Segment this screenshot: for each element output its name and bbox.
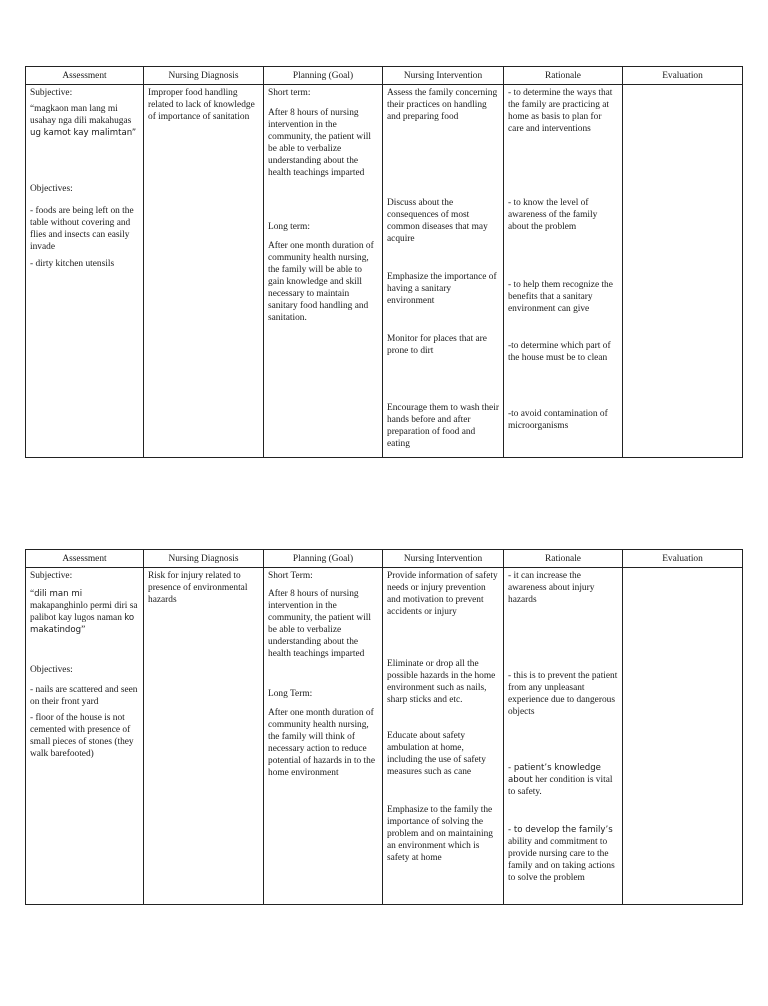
intervention-item: Monitor for places that are prone to dirt bbox=[387, 334, 487, 356]
diagnosis-text: Improper food handling related to lack of knowledge of importance of sanitation bbox=[148, 88, 255, 122]
subjective-label: Subjective: bbox=[30, 88, 73, 98]
table-header-row bbox=[26, 67, 743, 85]
long-term-goal: After one month duration of community health nursing, the family will think of necessary action to reduce potential of hazards in to the home environment bbox=[268, 708, 375, 778]
rationale-handwritten: - to develop the family’s bbox=[508, 825, 613, 835]
rationale-item bbox=[508, 824, 619, 884]
quote-text-handwritten: dili man mi bbox=[34, 589, 83, 599]
planning-cell bbox=[264, 568, 383, 905]
intervention-item: Provide information of safety needs or injury prevention and motivation to prevent accidents or injury bbox=[387, 571, 498, 617]
intervention-item: Eliminate or drop all the possible hazards in the home environment such as nails, sharp sticks and etc. bbox=[387, 659, 496, 705]
evaluation-cell bbox=[623, 568, 743, 905]
header-assessment: Assessment bbox=[26, 67, 144, 85]
rationale-handwritten: - patient’s knowledge about bbox=[508, 763, 601, 785]
quote-text: makapanghinlo permi diri sa palibot kay lugos naman bbox=[30, 601, 138, 623]
diagnosis-cell bbox=[144, 85, 264, 458]
rationale-item: - to determine the ways that the family are practicing at home as basis to plan for care and interventions bbox=[508, 88, 613, 134]
rationale-cell bbox=[504, 85, 623, 458]
rationale-item: - it can increase the awareness about injury hazards bbox=[508, 571, 595, 605]
subjective-quote bbox=[30, 103, 140, 139]
intervention-item: Assess the family concerning their practices on handling and preparing food bbox=[387, 88, 498, 122]
diagnosis-cell bbox=[144, 568, 264, 905]
quote-text-handwritten: ko makatindog bbox=[30, 613, 135, 635]
assessment-cell bbox=[26, 568, 144, 905]
intervention-item: Emphasize to the family the importance of solving the problem and on maintaining an environment which is safety at home bbox=[387, 805, 493, 863]
header-assessment: Assessment bbox=[26, 550, 144, 568]
table-body-row bbox=[26, 568, 743, 905]
intervention-item: Emphasize the importance of having a sanitary environment bbox=[387, 272, 497, 306]
intervention-item: Educate about safety ambulation at home, including the use of safety measures such as cane bbox=[387, 731, 486, 777]
assessment-cell bbox=[26, 85, 144, 458]
header-nursing-intervention: Nursing Intervention bbox=[383, 550, 504, 568]
intervention-item: Encourage them to wash their hands before and after preparation of food and eating bbox=[387, 403, 499, 449]
objective-item: - dirty kitchen utensils bbox=[30, 259, 115, 269]
nursing-care-plan-table-2 bbox=[25, 549, 743, 905]
header-evaluation: Evaluation bbox=[623, 550, 743, 568]
long-term-label: Long term: bbox=[268, 222, 310, 232]
rationale-text: ability and commitment to provide nursing care to the family and on taking actions to solve the problem bbox=[508, 837, 615, 883]
short-term-goal: After 8 hours of nursing intervention in the community, the patient will be able to verbalize understanding about the health teachings imparted bbox=[268, 108, 372, 178]
short-term-label: Short term: bbox=[268, 88, 311, 98]
objective-item: - nails are scattered and seen on their front yard bbox=[30, 685, 138, 707]
header-rationale: Rationale bbox=[504, 550, 623, 568]
objectives-label: Objectives: bbox=[30, 184, 73, 194]
evaluation-cell bbox=[623, 85, 743, 458]
header-nursing-diagnosis: Nursing Diagnosis bbox=[144, 67, 264, 85]
quote-close: ” bbox=[81, 625, 86, 635]
intervention-item: Discuss about the consequences of most common diseases that may acquire bbox=[387, 198, 488, 244]
nursing-care-plan-table-1 bbox=[25, 66, 743, 458]
table-body-row bbox=[26, 85, 743, 458]
rationale-item bbox=[508, 762, 619, 798]
short-term-goal: After 8 hours of nursing intervention in the community, the patient will be able to verbalize understanding about the health teachings imparted bbox=[268, 589, 372, 659]
header-nursing-intervention: Nursing Intervention bbox=[383, 67, 504, 85]
objective-item: - foods are being left on the table without covering and flies and insects can easily invade bbox=[30, 206, 134, 252]
header-rationale: Rationale bbox=[504, 67, 623, 85]
planning-cell bbox=[264, 85, 383, 458]
quote-text-handwritten: ug kamot kay malimtan” bbox=[30, 128, 137, 138]
rationale-cell bbox=[504, 568, 623, 905]
long-term-goal: After one month duration of community health nursing, the family will be able to gain knowledge and skill necessary to maintain sanitary food handling and sanitation. bbox=[268, 241, 374, 323]
short-term-label: Short Term: bbox=[268, 571, 313, 581]
rationale-item: -to determine which part of the house must be to clean bbox=[508, 341, 611, 363]
subjective-label: Subjective: bbox=[30, 571, 73, 581]
rationale-item: - to help them recognize the benefits that a sanitary environment can give bbox=[508, 280, 613, 314]
header-evaluation: Evaluation bbox=[623, 67, 743, 85]
objectives-label: Objectives: bbox=[30, 665, 73, 675]
quote-open: “ bbox=[30, 589, 35, 599]
diagnosis-text: Risk for injury related to presence of environmental hazards bbox=[148, 571, 248, 605]
objective-item: - floor of the house is not cemented with presence of small pieces of stones (they walk barefooted) bbox=[30, 713, 134, 759]
header-nursing-diagnosis: Nursing Diagnosis bbox=[144, 550, 264, 568]
table-header-row bbox=[26, 550, 743, 568]
long-term-label: Long Term: bbox=[268, 689, 313, 699]
subjective-quote bbox=[30, 588, 140, 636]
intervention-cell bbox=[383, 85, 504, 458]
rationale-item: - this is to prevent the patient from any unpleasant experience due to dangerous objects bbox=[508, 671, 618, 717]
rationale-text: her condition is vital to safety. bbox=[508, 775, 613, 797]
header-planning: Planning (Goal) bbox=[264, 550, 383, 568]
rationale-item: -to avoid contamination of microorganisms bbox=[508, 409, 608, 431]
intervention-cell bbox=[383, 568, 504, 905]
rationale-item: - to know the level of awareness of the family about the problem bbox=[508, 198, 598, 232]
header-planning: Planning (Goal) bbox=[264, 67, 383, 85]
quote-text: “magkaon man lang mi usahay nga dili makahugas bbox=[30, 104, 132, 126]
